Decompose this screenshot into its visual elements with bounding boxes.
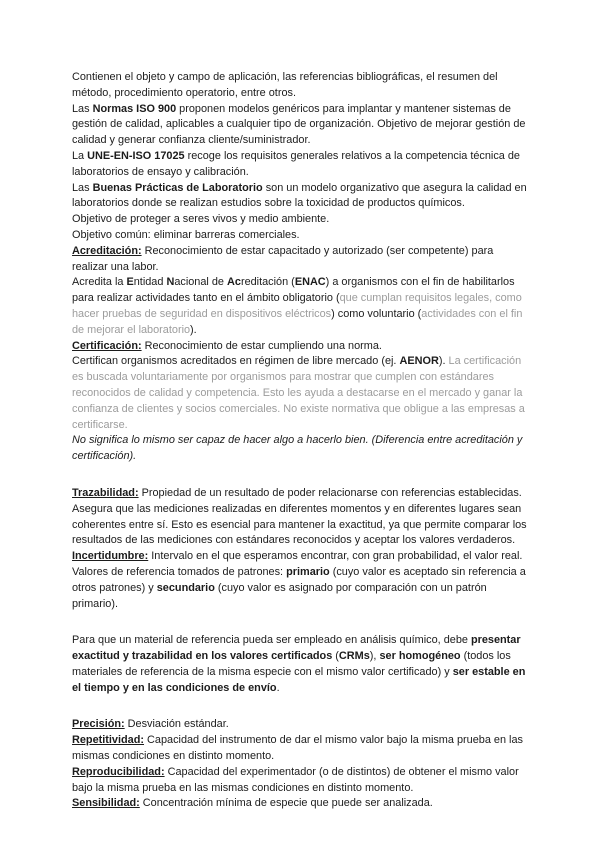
paragraph-contents: Contienen el objeto y campo de aplicación, las referencias bibliográficas, el resumen del método, procedimiento operatorio, entre otros. — [72, 71, 498, 99]
text: Las — [72, 181, 93, 194]
paragraph-bpl — [72, 181, 530, 213]
paragraph-objetivo-proteger: Objetivo de proteger a seres vivos y medio ambiente. — [72, 213, 330, 226]
gray-text: que cumplan requisitos legales, como hacer pruebas de seguridad en dispositivos eléctricos — [72, 292, 522, 320]
text: (cuyo valor es asignado por comparación con un patrón primario). — [72, 581, 487, 610]
paragraph-acreditacion — [72, 244, 530, 276]
text: ( — [332, 650, 339, 663]
text: ) a organismos con el fin de habilitarlos para realizar actividades tanto en el ámbito obligatorio ( — [72, 276, 515, 305]
term-certificacion: Certificación: — [72, 339, 142, 352]
text: Para que un material de referencia pueda ser empleado en análisis químico, debe — [72, 634, 471, 647]
text: Acredita la — [72, 276, 127, 289]
text: proponen modelos genéricos para implantar y mantener sistemas de gestión de calidad, aplicables a cualquier tipo de organización. Objetivo de mejorar gestión de calidad y generar confianza cliente/suministrador. — [72, 102, 526, 147]
spacer — [72, 696, 530, 717]
term-sensibilidad: Sensibilidad: — [72, 797, 140, 810]
paragraph-sensibilidad — [72, 796, 530, 812]
paragraph-material-referencia — [72, 633, 530, 696]
gray-text: actividades con el fin de mejorar el laboratorio — [72, 307, 523, 336]
text: Las — [72, 102, 93, 115]
document-page — [72, 70, 530, 812]
bold-acronym: CRMs — [338, 650, 370, 663]
text: ), — [369, 650, 380, 663]
paragraph-incertidumbre — [72, 549, 530, 565]
paragraph-precision — [72, 717, 530, 733]
term-trazabilidad: Trazabilidad: — [72, 486, 139, 499]
definition: Reconocimiento de estar cumpliendo una norma. — [141, 339, 382, 352]
paragraph-iso-900 — [72, 102, 530, 149]
bold-phrase: ser homogéneo — [379, 650, 461, 663]
paragraph-patrones — [72, 565, 530, 612]
definition: Intervalo en el que esperamos encontrar, con gran probabilidad, el valor real. — [148, 550, 523, 563]
definition: Propiedad de un resultado de poder relacionarse con referencias establecidas. Asegura que las mediciones realizadas en diferentes momentos y en diferentes lugares sean coherentes entre sí. Esto es esencial para mantener la exactitud, ya que permite comparar los resultados de las mediciones con estándares reconocidos y aceptar los valores verdaderos. — [72, 486, 527, 547]
paragraph-reproducibilidad — [72, 765, 530, 797]
spacer — [72, 612, 530, 633]
bold-acronym: ENAC — [294, 276, 326, 289]
text: La — [72, 149, 88, 162]
term-acreditacion: Acreditación: — [72, 244, 142, 257]
text: ). — [438, 355, 449, 368]
term-incertidumbre: Incertidumbre: — [72, 550, 149, 563]
paragraph-trazabilidad — [72, 486, 530, 549]
text: Valores de referencia tomados de patrones: — [72, 565, 287, 578]
term-repetitividad: Repetitividad: — [72, 734, 145, 747]
text: acional de — [174, 276, 228, 289]
italic-note: No significa lo mismo ser capaz de hacer algo a hacerlo bien. (Diferencia entre acreditación y certificación). — [72, 434, 523, 463]
text: Certifican organismos acreditados en régimen de libre mercado (ej. — [72, 355, 400, 368]
text: reditación ( — [240, 276, 295, 289]
definition: Capacidad del experimentador (o de distintos) de obtener el mismo valor bajo la misma prueba en las mismas condiciones en distinto momento. — [72, 765, 519, 794]
bold-letter: E — [126, 276, 134, 289]
paragraph-certificacion — [72, 339, 530, 355]
definition: Capacidad del instrumento de dar el mismo valor bajo la misma prueba en las mismas condiciones en distinto momento. — [72, 734, 523, 763]
bold-term: secundario — [156, 581, 215, 594]
bold-term: primario — [286, 565, 330, 578]
bold-acronym: AENOR — [399, 355, 439, 368]
bold-phrase: ser estable en el tiempo y en las condiciones de envío — [72, 665, 526, 694]
spacer — [72, 465, 530, 486]
paragraph-repetitividad — [72, 733, 530, 765]
text: ). — [190, 323, 197, 336]
bold-term: Normas ISO 900 — [92, 102, 177, 115]
paragraph-iso-17025 — [72, 149, 530, 181]
text: ) como voluntario ( — [331, 307, 422, 320]
text: (todos los materiales de referencia de la misma especie con el mismo valor certificado) y — [72, 650, 511, 678]
paragraph-objetivo-comun: Objetivo común: eliminar barreras comerciales. — [72, 228, 300, 241]
bold-letter: N — [166, 276, 175, 289]
definition: Concentración mínima de especie que puede ser analizada. — [139, 797, 433, 810]
paragraph-aenor — [72, 354, 530, 433]
term-reproducibilidad: Reproducibilidad: — [72, 765, 165, 778]
text: recoge los requisitos generales relativos a la competencia técnica de laboratorios de ensayo y calibración. — [72, 149, 520, 178]
bold-phrase: presentar exactitud y trazabilidad en los valores certificados — [72, 634, 521, 663]
bold-letter: Ac — [227, 276, 241, 289]
gray-text: La certificación es buscada voluntariamente por organismos para mostrar que cumplen con estándares reconocidos de calidad y competencia. Esto les ayuda a destacarse en el mercado y ganar la confianza de clientes y socios comerciales. No existe normativa que obligue a las empresas a certificarse. — [72, 355, 525, 431]
text: son un modelo organizativo que asegura la calidad en laboratorios donde se realizan estudios sobre la toxicidad de productos químicos. — [72, 181, 527, 210]
bold-term: Buenas Prácticas de Laboratorio — [92, 181, 263, 194]
term-precision: Precisión: — [72, 718, 125, 731]
text: ntidad — [133, 276, 167, 289]
paragraph-enac — [72, 275, 530, 338]
text: (cuyo valor es aceptado sin referencia a otros patrones) y — [72, 565, 526, 594]
bold-term: UNE-EN-ISO 17025 — [87, 149, 185, 162]
text: . — [276, 681, 280, 694]
definition: Reconocimiento de estar capacitado y autorizado (ser competente) para realizar una labor. — [72, 244, 494, 273]
definition: Desviación estándar. — [124, 718, 229, 731]
